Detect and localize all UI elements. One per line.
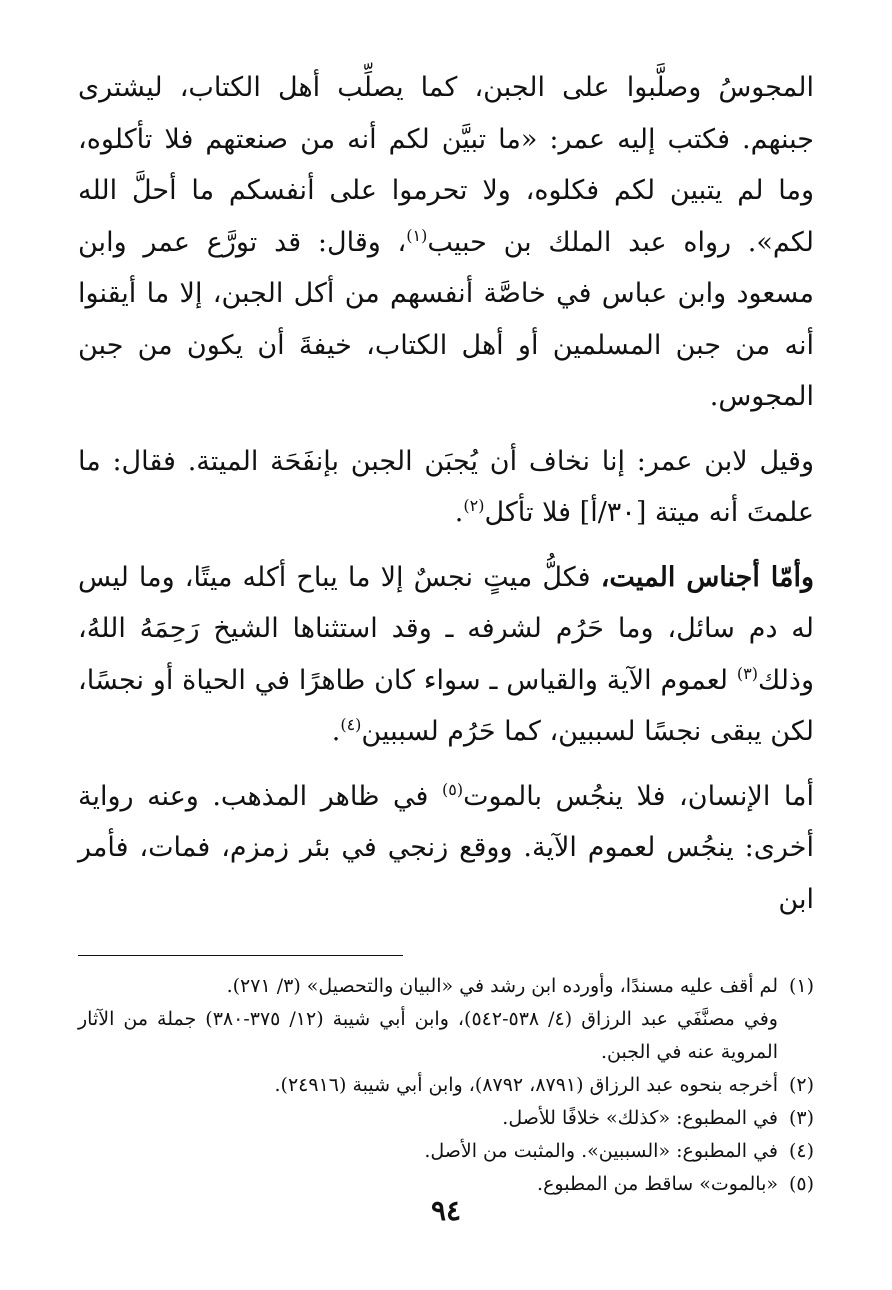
paragraph-4: [78, 771, 814, 926]
footnote-number: (٥): [788, 1173, 814, 1195]
footnote-divider: [78, 955, 403, 956]
paragraph-1: [78, 62, 814, 423]
footnote-body: [78, 1069, 778, 1102]
footnote-body: [78, 1135, 778, 1168]
footnote-line: وفي مصنَّفَي عبد الرزاق (٤/ ٥٣٨-٥٤٢)، وابن أبي شيبة (١٢/ ٣٧٥-٣٨٠) جملة من الآثار المروية عنه في الجبن.: [78, 1008, 778, 1063]
page-content: [78, 62, 814, 1290]
page-number: ٩٤: [430, 1194, 462, 1227]
footnote-3: [78, 1102, 814, 1135]
footnote-number: (٢): [788, 1074, 814, 1096]
footnote-line: «بالموت» ساقط من المطبوع.: [537, 1173, 778, 1195]
footnote-body: [78, 1102, 778, 1135]
paragraph-4-text-a: أما الإنسان، فلا ينجُس بالموت: [463, 780, 815, 812]
footnote-4: [78, 1135, 814, 1168]
paragraph-2: [78, 436, 814, 539]
footnote-line: في المطبوع: «كذلك» خلافًا للأصل.: [502, 1107, 778, 1129]
footnote-ref-3[interactable]: (٣): [736, 663, 758, 683]
footnote-line: في المطبوع: «السببين». والمثبت من الأصل.: [424, 1140, 778, 1162]
footnote-ref-2[interactable]: (٢): [463, 496, 485, 515]
footnote-line: لم أقف عليه مسندًا، وأورده ابن رشد في «البيان والتحصيل» (٣/ ٢٧١).: [226, 975, 778, 997]
paragraph-3-text-a: فكلُّ ميتٍ نجسٌ إلا ما يباح أكله ميتًا، وما ليس له دم سائل، وما حَرُم لشرفه ـ وقد استثناها الشيخ رَحِمَهُ اللهُ، وذلك: [78, 561, 814, 696]
paragraph-1-text-a: المجوسُ وصلَّبوا على الجبن، كما يصلِّب أهل الكتاب، ليشترى جبنهم. فكتب إليه عمر: «ما تبيَّن لكم أنه من صنعتهم فلا تأكلوه، وما لم يتبين لكم فكلوه، ولا تحرموا على أنفسكم ما أحلَّ الله لكم». رواه عبد الملك بن حبيب: [78, 72, 814, 258]
footnote-ref-5[interactable]: (٥): [441, 779, 464, 799]
paragraph-3: [78, 552, 814, 758]
paragraph-3-text-c: .: [331, 716, 341, 747]
footnote-body: [78, 970, 778, 1069]
footnote-2: [78, 1069, 814, 1102]
footnote-number: (٣): [788, 1107, 814, 1129]
footnote-ref-4[interactable]: (٤): [340, 715, 362, 734]
paragraph-2-text-b: .: [454, 497, 464, 528]
footnote-1: [78, 970, 814, 1069]
footnote-line: أخرجه بنحوه عبد الرزاق (٨٧٩١، ٨٧٩٢)، وابن أبي شيبة (٢٤٩١٦).: [274, 1074, 778, 1096]
paragraph-4-text-b: في ظاهر المذهب. وعنه رواية أخرى: ينجُس لعموم الآية. ووقع زنجي في بئر زمزم، فمات، فأمر ابن: [78, 780, 814, 915]
paragraph-2-text-a: وقيل لابن عمر: إنا نخاف أن يُجبَن الجبن بإنفَحَة الميتة. فقال: ما علمتَ أنه ميتة [٣٠/أ] فلا تأكل: [78, 445, 814, 528]
footnote-number: (١): [788, 975, 814, 997]
footnote-ref-1[interactable]: (١): [406, 225, 428, 245]
paragraph-3-text-b: لعموم الآية والقياس ـ سواء كان طاهرًا في الحياة أو نجسًا، لكن يبقى نجسًا لسببين، كما حَرُم لسببين: [78, 664, 814, 747]
footnote-number: (٤): [788, 1140, 814, 1162]
paragraph-3-heading: وأمّا أجناس الميت،: [600, 561, 814, 593]
paragraph-1-text-b: ، وقال: قد تورَّع عمر وابن مسعود وابن عباس في خاصَّة أنفسهم من أكل الجبن، إلا ما أيقنوا أنه من جبن المسلمين أو أهل الكتاب، خيفةَ أن يكون من جبن المجوس.: [78, 226, 814, 412]
footnotes-section: [78, 970, 814, 1201]
